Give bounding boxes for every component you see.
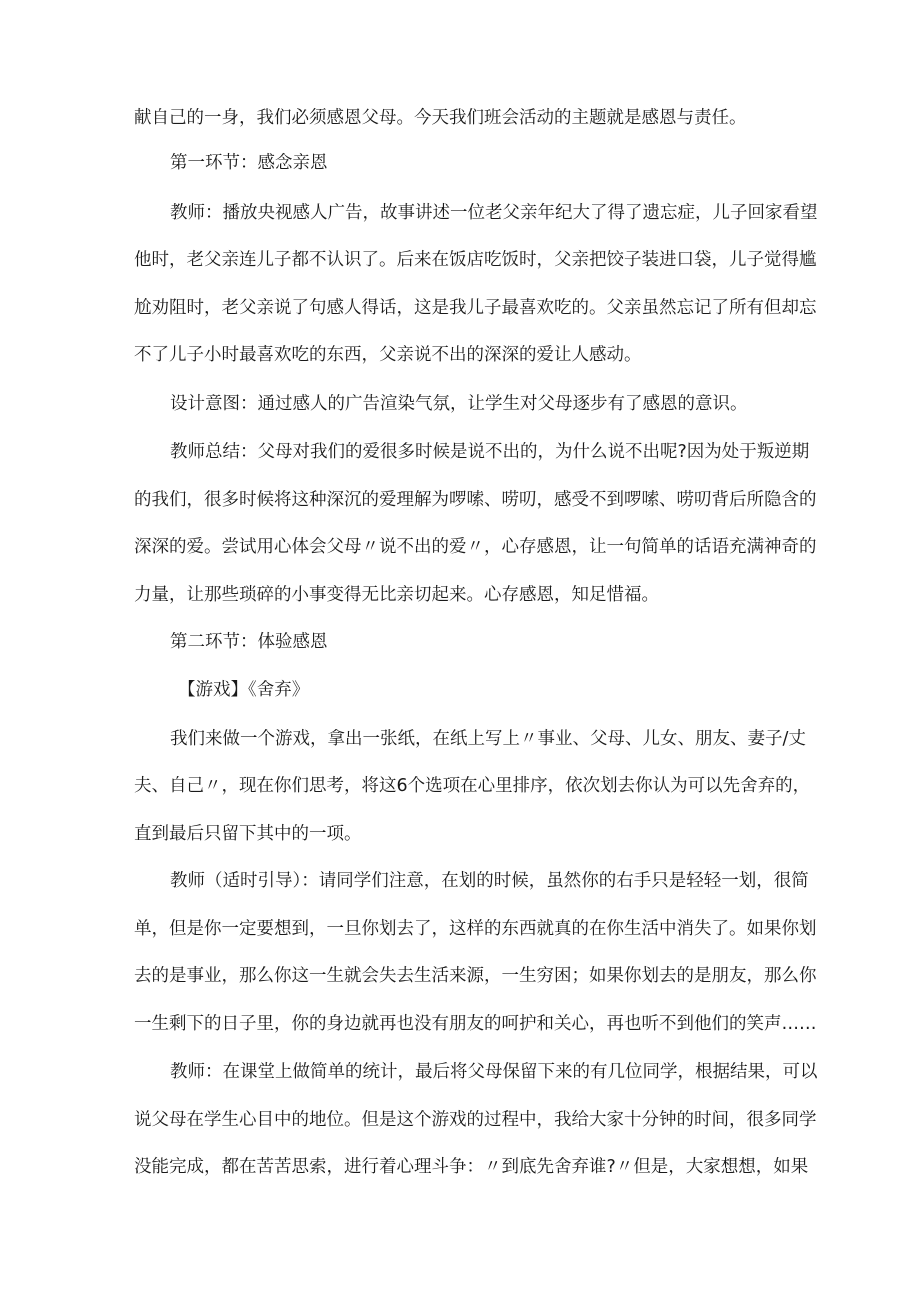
text-line: 献自己的一身，我们必须感恩父母。今天我们班会活动的主题就是感恩与责任。: [134, 108, 747, 128]
text-line: 直到最后只留下其中的一项。: [134, 824, 362, 844]
text-line: 的我们，很多时候将这种深沉的爱理解为啰嗦、唠叨，感受不到啰嗦、唠叨背后所隐含的: [134, 490, 817, 510]
section-heading: 第一环节：感念亲恩: [170, 153, 328, 173]
text-line: 单，但是你一定要想到，一旦你划去了，这样的东西就真的在你生活中消失了。如果你划: [134, 919, 817, 939]
text-line: 深深的爱。尝试用心体会父母〃说不出的爱〃，心存感恩，让一句简单的话语充满神奇的: [134, 537, 817, 557]
text-line: 教师：在课堂上做简单的统计，最后将父母保留下来的有几位同学，根据结果，可以: [170, 1062, 818, 1082]
text-line: 力量，让那些琐碎的小事变得无比亲切起来。心存感恩，知足惜福。: [134, 585, 659, 605]
text-line: 说父母在学生心目中的地位。但是这个游戏的过程中，我给大家十分钟的时间，很多同学: [134, 1110, 817, 1130]
text-line: 设计意图：通过感人的广告渲染气氛，让学生对父母逐步有了感恩的意识。: [170, 394, 748, 414]
text-line: 我们来做一个游戏，拿出一张纸，在纸上写上〃事业、父母、儿女、朋友、妻子/丈: [170, 729, 806, 749]
text-line: 没能完成，都在苦苦思索，进行着心理斗争：〃到底先舍弃谁?〃但是，大家想想，如果: [134, 1157, 809, 1177]
section-heading: 第二环节：体验感恩: [170, 632, 328, 652]
text-line: 一生剩下的日子里，你的身边就再也没有朋友的呵护和关心，再也听不到他们的笑声……: [134, 1014, 817, 1034]
text-line: 教师总结：父母对我们的爱很多时候是说不出的，为什么说不出呢?因为处于叛逆期: [170, 442, 810, 462]
text-line: 夫、自己〃，现在你们思考，将这6个选项在心里排序，依次划去你认为可以先舍弃的，: [134, 776, 811, 796]
text-line: 尬劝阻时，老父亲说了句感人得话，这是我儿子最喜欢吃的。父亲虽然忘记了所有但却忘: [134, 298, 817, 318]
game-heading: 【游戏】《舍弃》: [178, 680, 310, 700]
text-line: 他时，老父亲连儿子都不认识了。后来在饭店吃饭时，父亲把饺子装进口袋，儿子觉得尴: [134, 250, 817, 270]
text-line: 不了儿子小时最喜欢吃的东西，父亲说不出的深深的爱让人感动。: [134, 345, 642, 365]
text-line: 教师（适时引导）：请同学们注意，在划的时候，虽然你的右手只是轻轻一划，很简: [170, 871, 809, 891]
text-line: 去的是事业，那么你这一生就会失去生活来源，一生穷困；如果你划去的是朋友，那么你: [134, 966, 817, 986]
text-line: 教师：播放央视感人广告，故事讲述一位老父亲年纪大了得了遗忘症，儿子回家看望: [170, 203, 818, 223]
